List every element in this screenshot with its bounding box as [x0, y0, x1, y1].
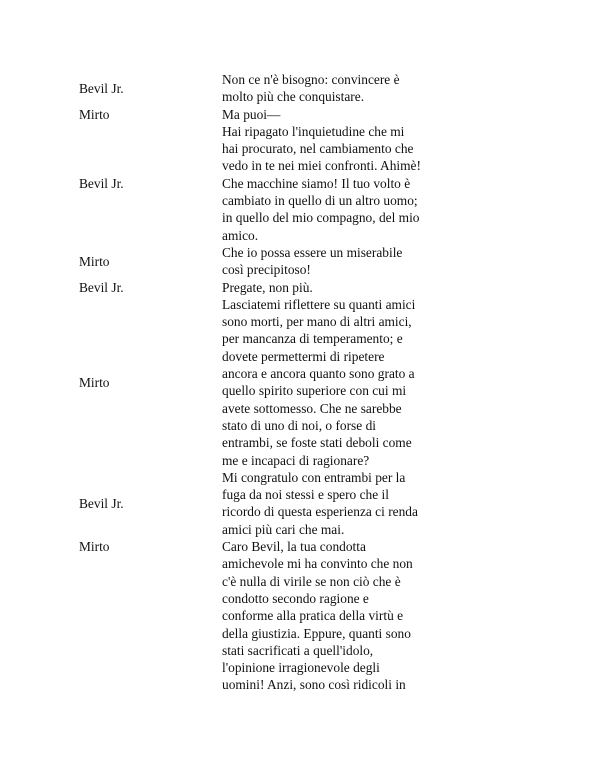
- speaker-name: Mirto: [79, 253, 110, 269]
- dialogue-line: Pregate, non più.: [222, 279, 313, 295]
- dialogue-row: [0, 106, 600, 123]
- dialogue-row: [0, 71, 600, 106]
- speaker-name: Bevil Jr.: [79, 175, 124, 191]
- dialogue-line: Hai ripagato l'inquietudine che mi hai procurato, nel cambiamento che vedo in te nei miei confronti. Ahimè! Che macchine siamo! Il tuo volto è cambiato in quello di un altro uomo; in quello del mio compagno, del mio amico.: [222, 123, 421, 243]
- dialogue-line: Che io possa essere un miserabile così precipitoso!: [222, 244, 403, 278]
- dialogue-line: Caro Bevil, la tua condotta amichevole mi ha convinto che non c'è nulla di virile se non ciò che è condotto secondo ragione e conforme alla pratica della virtù e della giustizia. Eppure, quanti sono stati sacrificati a quell'idolo, l'opinione irragionevole degli uomini! Anzi, sono così ridicoli in: [222, 539, 413, 693]
- dialogue-row: [0, 123, 600, 244]
- dialogue-line: Mi congratulo con entrambi per la fuga da noi stessi e spero che il ricordo di questa esperienza ci renda amici più cari che mai.: [222, 469, 418, 537]
- dialogue-row: [0, 469, 600, 538]
- dialogue-table: [0, 71, 600, 694]
- dialogue-row: [0, 538, 600, 694]
- speaker-name: Mirto: [79, 374, 110, 390]
- dialogue-row: [0, 296, 600, 469]
- dialogue-line: Non ce n'è bisogno: convincere è molto più che conquistare.: [222, 72, 400, 105]
- speaker-name: Mirto: [79, 106, 110, 122]
- dialogue-row: [0, 279, 600, 296]
- dialogue-row: [0, 244, 600, 279]
- dialogue-line: Ma puoi—: [222, 106, 281, 122]
- speaker-name: Bevil Jr.: [79, 80, 124, 96]
- dialogue-line: Lasciatemi riflettere su quanti amici sono morti, per mano di altri amici, per mancanza di temperamento; e dovete permettermi di ripetere ancora e ancora quanto sono grato a quello spirito superiore con cui mi avete sottomesso. Che ne sarebbe stato di uno di noi, o forse di entrambi, se foste stati deboli come me e incapaci di ragionare?: [222, 296, 416, 468]
- speaker-name: Mirto: [79, 539, 110, 555]
- speaker-name: Bevil Jr.: [79, 495, 124, 511]
- speaker-name: Bevil Jr.: [79, 279, 124, 295]
